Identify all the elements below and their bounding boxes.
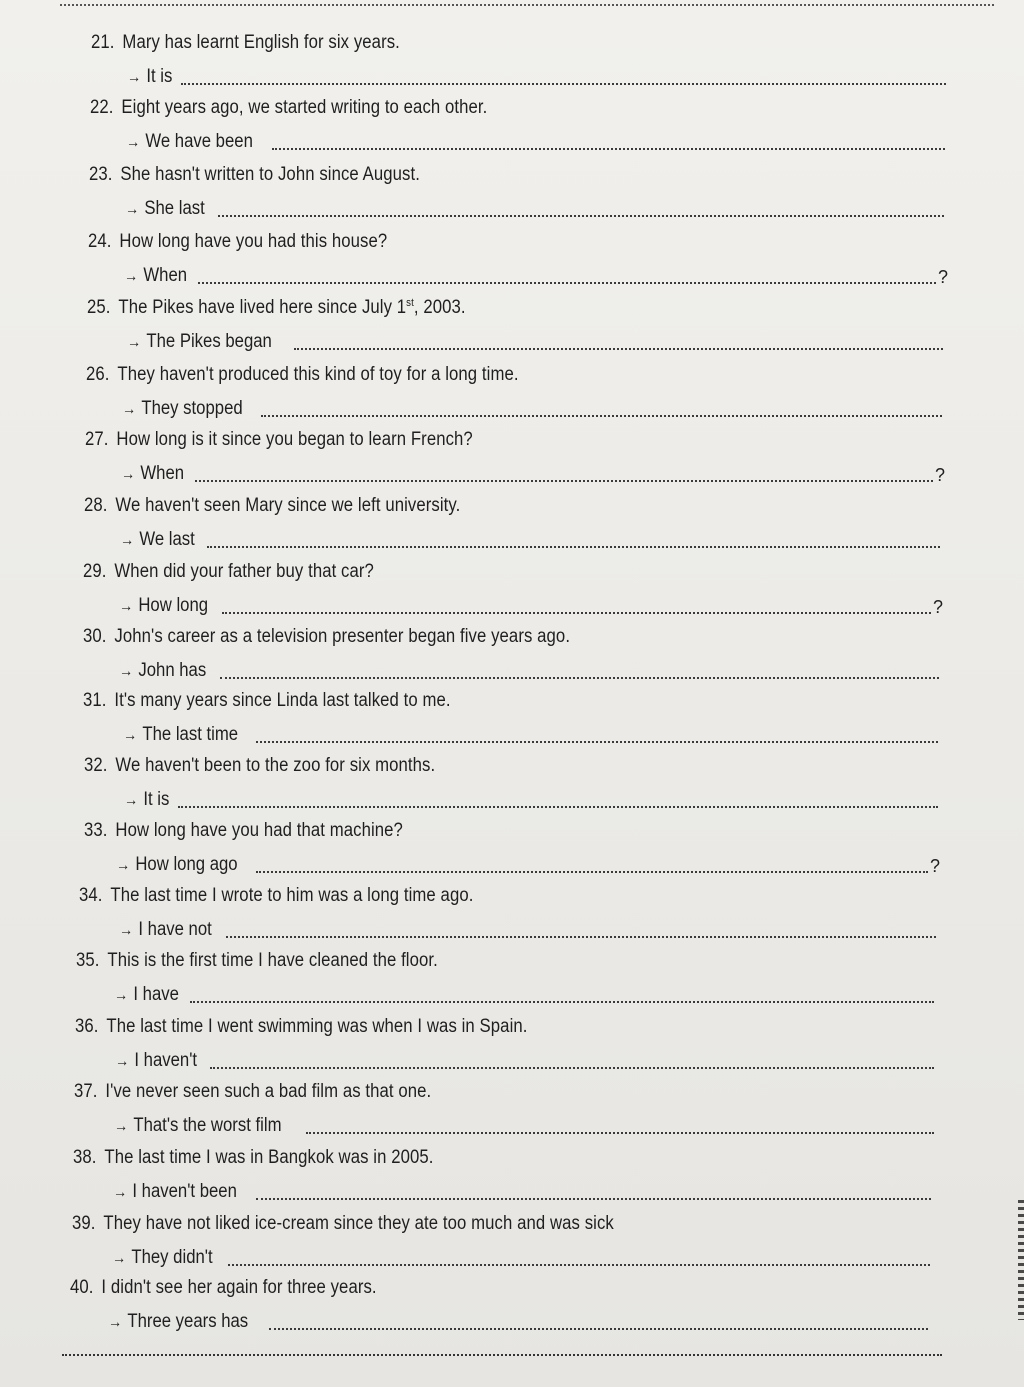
arrow-icon: → [122, 401, 137, 418]
arrow-icon: → [126, 134, 141, 151]
answer-lead [124, 789, 169, 812]
exercise-number: 32. [84, 755, 108, 776]
exercise-prompt [85, 428, 473, 452]
answer-blank[interactable] [269, 1328, 928, 1330]
answer-line[interactable] [112, 1244, 932, 1270]
lead-text: They didn't [131, 1247, 213, 1268]
answer-blank[interactable] [190, 1001, 934, 1003]
lead-text: They stopped [141, 398, 243, 419]
answer-blank[interactable] [306, 1132, 934, 1134]
arrow-icon: → [121, 466, 136, 483]
answer-line[interactable] [123, 721, 940, 747]
exercise-item [84, 819, 940, 885]
answer-line[interactable] [113, 1178, 933, 1204]
prompt-text: They haven't produced this kind of toy for a long time. [117, 364, 519, 385]
prompt-text-end: , 2003. [413, 297, 466, 318]
lead-text: How long ago [135, 854, 238, 875]
answer-line[interactable] [127, 63, 948, 89]
answer-blank[interactable] [195, 480, 933, 482]
top-divider [60, 4, 994, 6]
exercise-prompt [86, 363, 519, 387]
exercise-number: 31. [83, 690, 107, 711]
lead-text: It is [146, 66, 173, 87]
exercise-item [83, 689, 940, 755]
lead-text: I haven't been [132, 1181, 237, 1202]
answer-line[interactable] [124, 262, 948, 288]
lead-text: Three years has [127, 1311, 249, 1332]
exercise-item [88, 230, 948, 296]
question-mark: ? [932, 597, 943, 617]
exercise-number: 25. [87, 297, 111, 318]
exercise-item [89, 163, 946, 229]
answer-lead [116, 854, 238, 877]
exercise-item [79, 884, 938, 950]
answer-blank[interactable] [256, 741, 938, 743]
exercise-item [73, 1146, 933, 1212]
lead-text: How long [138, 595, 209, 616]
prompt-text: Eight years ago, we started writing to each other. [121, 97, 488, 118]
arrow-icon: → [125, 201, 140, 218]
arrow-icon: → [114, 1118, 129, 1135]
prompt-text: How long have you had this house? [119, 231, 388, 252]
prompt-text: When did your father buy that car? [114, 561, 374, 582]
exercise-prompt [74, 1080, 431, 1104]
exercise-item [87, 296, 945, 362]
answer-blank[interactable] [178, 806, 938, 808]
exercise-number: 28. [84, 495, 108, 516]
lead-text: That's the worst film [133, 1115, 282, 1136]
answer-line[interactable] [127, 328, 945, 354]
binding-edge [1018, 1200, 1024, 1320]
answer-line[interactable] [120, 526, 942, 552]
answer-lead [114, 1115, 282, 1138]
exercise-item [83, 560, 943, 626]
exercise-number: 37. [74, 1081, 98, 1102]
arrow-icon: → [127, 334, 142, 351]
prompt-text: They have not liked ice-cream since they ate too much and was sick [103, 1213, 614, 1234]
exercise-prompt [87, 296, 466, 320]
exercise-number: 36. [75, 1016, 99, 1037]
exercise-prompt [70, 1276, 377, 1300]
prompt-text: I didn't see her again for three years. [101, 1277, 377, 1298]
answer-blank[interactable] [256, 871, 928, 873]
lead-text: We have been [145, 131, 253, 152]
answer-lead [122, 398, 243, 421]
lead-text: I have [133, 984, 179, 1005]
exercise-number: 40. [70, 1277, 94, 1298]
exercise-prompt [83, 560, 374, 584]
prompt-text: She hasn't written to John since August. [120, 164, 420, 185]
exercise-prompt [91, 31, 400, 55]
answer-blank[interactable] [294, 348, 943, 350]
exercise-prompt [73, 1146, 433, 1170]
lead-text: John has [138, 660, 207, 681]
exercise-number: 23. [89, 164, 113, 185]
exercise-prompt [79, 884, 473, 908]
arrow-icon: → [115, 1053, 130, 1070]
prompt-text: The Pikes have lived here since July 1 [118, 297, 407, 318]
answer-line[interactable] [119, 916, 938, 942]
answer-line[interactable] [114, 1112, 936, 1138]
exercise-item [75, 1015, 936, 1081]
answer-lead [120, 529, 195, 552]
lead-text: I have not [138, 919, 212, 940]
exercise-number: 24. [88, 231, 112, 252]
exercise-item [90, 96, 947, 162]
arrow-icon: → [124, 268, 139, 285]
answer-blank[interactable] [220, 677, 939, 679]
lead-text: The Pikes began [146, 331, 272, 352]
arrow-icon: → [123, 727, 138, 744]
answer-lead [119, 595, 208, 618]
answer-blank[interactable] [228, 1264, 930, 1266]
answer-lead [121, 463, 184, 486]
answer-lead [113, 1181, 237, 1204]
prompt-text: This is the first time I have cleaned the floor. [107, 950, 438, 971]
answer-lead [114, 984, 179, 1007]
prompt-text: How long have you had that machine? [115, 820, 403, 841]
answer-line[interactable] [125, 195, 946, 221]
answer-lead [115, 1050, 197, 1073]
exercise-number: 33. [84, 820, 108, 841]
prompt-text: How long is it since you began to learn French? [116, 429, 473, 450]
arrow-icon: → [108, 1314, 123, 1331]
answer-line[interactable] [119, 657, 941, 683]
lead-text: It is [143, 789, 170, 810]
exercise-number: 34. [79, 885, 103, 906]
answer-line[interactable] [116, 851, 940, 877]
answer-blank[interactable] [261, 415, 942, 417]
answer-lead [125, 198, 205, 221]
prompt-text: The last time I wrote to him was a long time ago. [110, 885, 474, 906]
answer-lead [112, 1247, 213, 1270]
answer-line[interactable] [126, 128, 947, 154]
exercise-number: 35. [76, 950, 100, 971]
answer-line[interactable] [124, 786, 940, 812]
answer-blank[interactable] [181, 83, 946, 85]
answer-lead [123, 724, 238, 747]
answer-lead [124, 265, 187, 288]
exercise-item [84, 494, 942, 560]
answer-blank[interactable] [222, 612, 931, 614]
exercise-item [74, 1080, 936, 1146]
arrow-icon: → [127, 69, 142, 86]
exercise-item [76, 949, 936, 1015]
answer-line[interactable] [119, 592, 943, 618]
exercise-number: 27. [85, 429, 109, 450]
exercise-number: 29. [83, 561, 107, 582]
exercise-prompt [83, 689, 451, 713]
arrow-icon: → [116, 857, 131, 874]
prompt-text: The last time I was in Bangkok was in 2005. [104, 1147, 434, 1168]
arrow-icon: → [120, 532, 135, 549]
arrow-icon: → [119, 922, 134, 939]
answer-blank[interactable] [207, 546, 940, 548]
exercise-item [86, 363, 944, 429]
exercise-prompt [83, 625, 570, 649]
prompt-text: We haven't been to the zoo for six months. [115, 755, 436, 776]
exercise-prompt [72, 1212, 614, 1236]
bottom-answer-line[interactable] [62, 1354, 942, 1356]
exercise-number: 39. [72, 1213, 96, 1234]
answer-line[interactable] [115, 1047, 936, 1073]
answer-lead [108, 1311, 248, 1334]
prompt-text: The last time I went swimming was when I was in Spain. [106, 1016, 528, 1037]
lead-text: When [140, 463, 185, 484]
exercise-item [84, 754, 940, 820]
arrow-icon: → [119, 663, 134, 680]
prompt-text: John's career as a television presenter began five years ago. [114, 626, 571, 647]
exercise-prompt [76, 949, 438, 973]
answer-lead [126, 131, 253, 154]
ordinal-suffix: st [406, 297, 414, 309]
arrow-icon: → [119, 598, 134, 615]
answer-line[interactable] [108, 1308, 930, 1334]
answer-lead [119, 919, 212, 942]
answer-blank[interactable] [272, 148, 945, 150]
exercise-number: 21. [91, 32, 115, 53]
answer-blank[interactable] [218, 215, 944, 217]
exercise-prompt [84, 494, 460, 518]
exercise-prompt [90, 96, 487, 120]
lead-text: When [143, 265, 188, 286]
arrow-icon: → [124, 792, 139, 809]
exercise-prompt [75, 1015, 527, 1039]
answer-blank[interactable] [198, 282, 936, 284]
exercise-prompt [84, 754, 435, 778]
arrow-icon: → [113, 1184, 128, 1201]
prompt-text: Mary has learnt English for six years. [122, 32, 400, 53]
exercise-prompt [84, 819, 403, 843]
question-mark: ? [929, 856, 940, 876]
exercise-item [70, 1276, 930, 1342]
answer-lead [127, 66, 172, 89]
exercise-item [72, 1212, 932, 1278]
answer-lead [127, 331, 272, 354]
prompt-text: It's many years since Linda last talked to me. [114, 690, 451, 711]
question-mark: ? [934, 465, 945, 485]
lead-text: I haven't [134, 1050, 198, 1071]
answer-lead [119, 660, 206, 683]
prompt-text: I've never seen such a bad film as that one. [105, 1081, 432, 1102]
answer-blank[interactable] [256, 1198, 931, 1200]
answer-blank[interactable] [210, 1067, 934, 1069]
lead-text: The last time [142, 724, 239, 745]
exercise-number: 38. [73, 1147, 97, 1168]
exercise-item [85, 428, 945, 494]
answer-line[interactable] [114, 981, 936, 1007]
answer-line[interactable] [121, 460, 945, 486]
arrow-icon: → [114, 987, 129, 1004]
exercise-item [91, 31, 948, 97]
exercise-prompt [88, 230, 387, 254]
exercise-item [83, 625, 941, 691]
answer-line[interactable] [122, 395, 944, 421]
arrow-icon: → [112, 1250, 127, 1267]
exercise-prompt [89, 163, 420, 187]
exercise-number: 22. [90, 97, 114, 118]
exercise-number: 26. [86, 364, 110, 385]
question-mark: ? [937, 267, 948, 287]
answer-blank[interactable] [226, 936, 936, 938]
lead-text: We last [139, 529, 195, 550]
lead-text: She last [144, 198, 205, 219]
prompt-text: We haven't seen Mary since we left university. [115, 495, 461, 516]
exercise-number: 30. [83, 626, 107, 647]
